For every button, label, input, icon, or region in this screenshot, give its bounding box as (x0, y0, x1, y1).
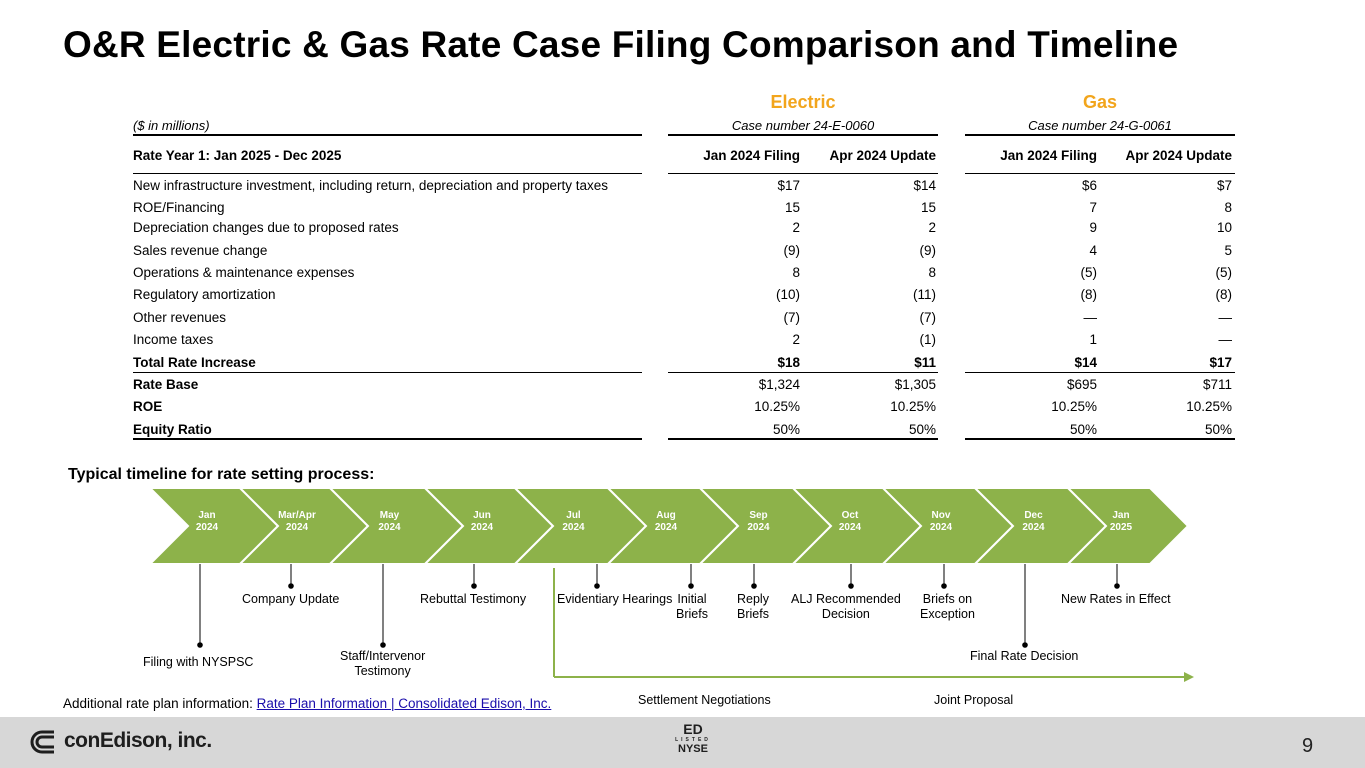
table-cell: $17 (1209, 355, 1232, 370)
table-cell: $711 (1202, 377, 1232, 392)
table-cell: $1,324 (758, 377, 800, 392)
row-label: Other revenues (133, 310, 227, 325)
table-cell: 7 (1089, 200, 1097, 215)
units-note: ($ in millions) (133, 118, 210, 133)
col-header-electric-apr: Apr 2024 Update (829, 148, 936, 163)
milestone-briefs-on-exception: Briefs on Exception (920, 592, 975, 621)
conedison-logo-icon (30, 728, 64, 756)
table-cell: 50% (1069, 422, 1097, 437)
milestone-reply-briefs: Reply Briefs (737, 592, 769, 621)
milestone-staff-intervenor-testimony: Staff/Intervenor Testimony (340, 649, 426, 678)
milestone-evidentiary-hearings: Evidentiary Hearings (557, 592, 673, 606)
table-cell: 50% (908, 422, 936, 437)
table-cell: — (1218, 310, 1232, 325)
timeline-label: Typical timeline for rate setting process: (68, 466, 375, 483)
milestone-dot (471, 583, 477, 589)
table-cell: $6 (1081, 178, 1097, 193)
timeline-month-label: Jan 2025 (1109, 510, 1133, 533)
table-cell: 10.25% (890, 399, 936, 414)
milestone-dot (380, 642, 386, 648)
table-cell: (8) (1080, 287, 1097, 302)
table-cell: 4 (1089, 243, 1097, 258)
additional-info (63, 696, 551, 711)
row-label-total: Total Rate Increase (133, 355, 256, 370)
table-cell: (5) (1215, 265, 1232, 280)
timeline-month-label: Jan 2024 (195, 510, 219, 533)
electric-header: Electric (770, 92, 836, 112)
milestone-dot (1022, 642, 1028, 648)
table-cell: 2 (792, 220, 800, 235)
timeline-month-label: Oct 2024 (838, 510, 862, 533)
table-cell: — (1083, 310, 1097, 325)
timeline-month-label: Aug 2024 (654, 510, 678, 533)
row-label: New infrastructure investment, including return, depreciation and property taxes (133, 178, 608, 193)
col-header-gas-jan: Jan 2024 Filing (1000, 148, 1097, 163)
row-label: Equity Ratio (133, 422, 212, 437)
row-label: Regulatory amortization (133, 287, 276, 302)
table-cell: 10.25% (1186, 399, 1232, 414)
table-cell: 5 (1224, 243, 1232, 258)
table-cell: $14 (1074, 355, 1097, 370)
table-cell: $695 (1066, 377, 1097, 392)
table-cell: (8) (1215, 287, 1232, 302)
table-cell: (1) (919, 332, 936, 347)
table-cell: 10 (1216, 220, 1232, 235)
col-header-electric-jan: Jan 2024 Filing (703, 148, 800, 163)
nyse-ticker: ED (683, 721, 703, 737)
conedison-logo: conEdison, inc. (64, 729, 212, 752)
table-cell: (10) (775, 287, 800, 302)
timeline-month-label: Mar/Apr 2024 (278, 510, 316, 533)
row-label: Rate Base (133, 377, 199, 392)
table-cell: 15 (920, 200, 936, 215)
table-cell: 8 (1224, 200, 1232, 215)
timeline-month-label: Sep 2024 (747, 510, 770, 533)
table-cell: 2 (792, 332, 800, 347)
row-label: Sales revenue change (133, 243, 268, 258)
table-cell: 8 (792, 265, 800, 280)
milestone-initial-briefs: Initial Briefs (676, 592, 708, 621)
gas-case-number: Case number 24-G-0061 (1028, 118, 1172, 133)
row-label: Depreciation changes due to proposed rates (133, 220, 399, 235)
nyse-listed-text: LISTED (675, 737, 711, 743)
table-cell: $17 (777, 178, 800, 193)
timeline-month-label: Jun 2024 (470, 510, 494, 533)
table-cell: 15 (784, 200, 800, 215)
table-cell: 2 (928, 220, 936, 235)
table-cell: (7) (919, 310, 936, 325)
milestone-rebuttal-testimony: Rebuttal Testimony (420, 592, 527, 606)
gas-header: Gas (1082, 92, 1118, 112)
row-label: Operations & maintenance expenses (133, 265, 355, 280)
table-cell: — (1218, 332, 1232, 347)
rate-plan-link[interactable]: Rate Plan Information | Consolidated Edison, Inc. (256, 696, 552, 711)
milestone-company-update: Company Update (242, 592, 340, 606)
table-cell: 10.25% (1051, 399, 1097, 414)
table-cell: (7) (783, 310, 800, 325)
table-cell: $1,305 (894, 377, 936, 392)
timeline-month-label: Nov 2024 (929, 510, 953, 533)
page-title: O&R Electric & Gas Rate Case Filing Comparison and Timeline (63, 24, 1179, 65)
rate-year-label: Rate Year 1: Jan 2025 - Dec 2025 (133, 148, 342, 163)
milestone-dot (1114, 583, 1120, 589)
milestone-filing-with-nyspsc: Filing with NYSPSC (143, 655, 254, 669)
milestone-dot (751, 583, 757, 589)
table-cell: 1 (1089, 332, 1097, 347)
milestone-dot (688, 583, 694, 589)
table-cell: 8 (928, 265, 936, 280)
timeline-month-label: Jul 2024 (562, 510, 585, 533)
milestone-dot (288, 583, 294, 589)
milestone-alj-recommended-decision: ALJ Recommended Decision (791, 592, 901, 621)
electric-case-number: Case number 24-E-0060 (731, 118, 875, 133)
row-label: Income taxes (133, 332, 214, 347)
settlement-arrowhead (1184, 672, 1194, 682)
settlement-negotiations-label: Settlement Negotiations (638, 693, 771, 707)
table-cell: 50% (1204, 422, 1232, 437)
table-cell: (5) (1080, 265, 1097, 280)
additional-info-prefix: Additional rate plan information: (63, 696, 257, 711)
row-label: ROE (133, 399, 163, 414)
table-cell: 50% (772, 422, 800, 437)
joint-proposal-label: Joint Proposal (934, 693, 1014, 707)
timeline-month-label: Dec 2024 (1022, 510, 1045, 533)
table-cell: 10.25% (754, 399, 800, 414)
table-cell: $11 (914, 355, 936, 370)
page-number: 9 (1302, 735, 1314, 757)
nyse-listed-badge (674, 722, 712, 755)
table-cell: (11) (912, 287, 936, 302)
milestone-new-rates-in-effect: New Rates in Effect (1061, 592, 1171, 606)
timeline-month-label: May 2024 (378, 510, 401, 533)
row-label: ROE/Financing (133, 200, 225, 215)
table-cell: $7 (1216, 178, 1232, 193)
milestone-dot (594, 583, 600, 589)
table-cell: (9) (919, 243, 936, 258)
milestone-final-rate-decision: Final Rate Decision (970, 649, 1079, 663)
table-cell: $14 (913, 178, 936, 193)
nyse-name: NYSE (678, 743, 708, 755)
table-cell: $18 (777, 355, 800, 370)
table-cell: 9 (1089, 220, 1097, 235)
milestone-dot (848, 583, 854, 589)
milestone-dot (941, 583, 947, 589)
table-cell: (9) (783, 243, 800, 258)
milestone-dot (197, 642, 203, 648)
col-header-gas-apr: Apr 2024 Update (1125, 148, 1232, 163)
